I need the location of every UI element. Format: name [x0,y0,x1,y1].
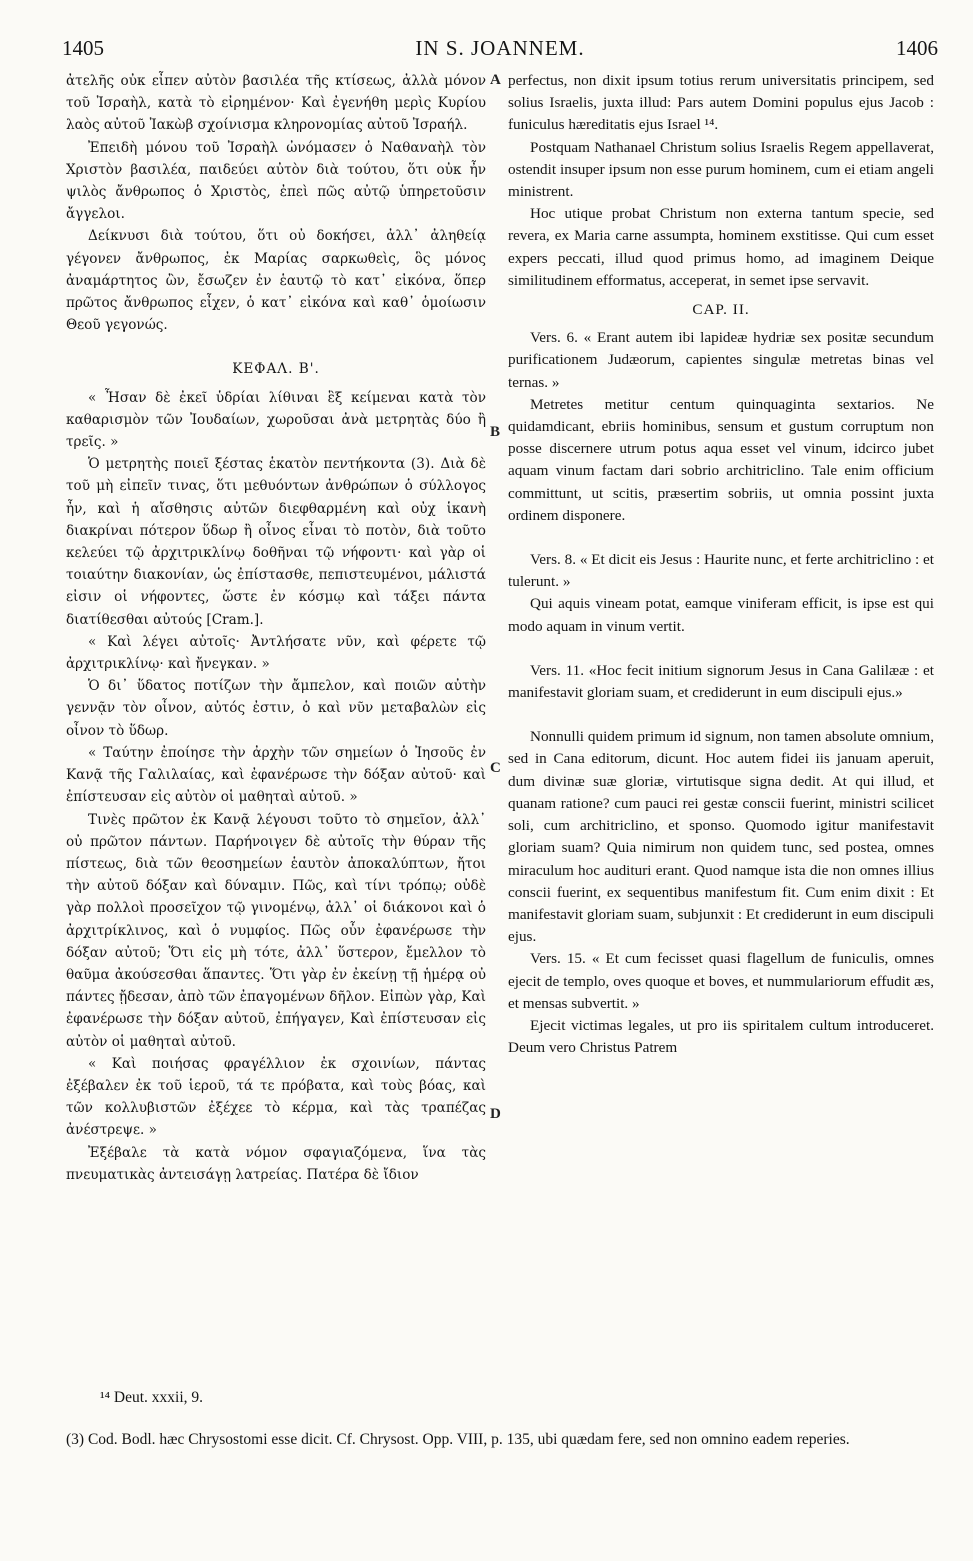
latin-paragraph: Qui aquis vineam potat, eamque viniferam efficit, is ipse est qui modo aquam in vinum vertit. [508,595,934,635]
greek-paragraph: « Καὶ λέγει αὐτοῖς· Ἀντλήσατε νῦν, καὶ φέρετε τῷ ἀρχιτρικλίνῳ· καὶ ἤνεγκαν. » [66,633,486,673]
latin-paragraph: Metretes metitur centum quinquaginta sextarios. Ne quidamdicant, ebriis hominibus, sensum et gustum corruptum non posse discernere utrum potus aqua esset vel vinum, idcirco jubet aquam vinum factam dari sobrio architriclino. Tale enim officium committunt, ut scitis, præsertim sobriis, ut omnia possint juxta ordinem disponere. [508,395,934,524]
greek-paragraph: Ὁ μετρητὴς ποιεῖ ξέστας ἑκατὸν πεντήκοντα (3). Διὰ δὲ τοῦ μὴ εἰπεῖν τινας, ὅτι μεθυόντων ἀνθρώπων ὁ σύλλογος ἦν, καὶ ἡ αἴσθησις αὐτῶν διεφθαρμένη καὶ οὐχ ἱκανὴ διακρίναι πότερον ὕδωρ ἢ οἶνος εἶναι τὸ ποτὸν, διὰ τοῦτο κελεύει τῷ ἀρχιτρικλίνῳ δοθῆναι τῷ νήφοντι· καὶ γὰρ οἱ τοιαύτην διακονίαν, ὡς ἐπίστασθε, πεπιστευμένοι, μάλιστά εἰσιν οἱ νήφοντες, ὥστε ἐν κόσμῳ καὶ τάξει πάντα διατίθεσθαι αὐτούς [Cram.]. [66,456,486,628]
latin-chapter-heading: CAP. II. [692,301,750,319]
greek-paragraph: Δείκνυσι διὰ τούτου, ὅτι οὐ δοκήσει, ἀλλ᾽ ἀληθείᾳ γέγονεν ἄνθρωπος, ἐκ Μαρίας σαρκωθεὶς, ὃς μόνος ἀναμάρτητος ὢν, ἔσωζεν ἐν ἑαυτῷ τὸ κατ᾽ εἰκόνα, ὅπερ πρῶτος ἄνθρωπος εἶχεν, ὁ κατ᾽ εἰκόνα καὶ καθ᾽ ὁμοίωσιν Θεοῦ γεγονώς. [66,228,486,334]
greek-column [66,70,486,1186]
footnote-scripture: ¹⁴ Deut. xxxii, 9. [100,1389,204,1406]
latin-paragraph: Vers. 11. «Hoc fecit initium signorum Jesus in Cana Galilææ : et manifestavit gloriam suam, et crediderunt in eum discipuli ejus.» [508,661,934,702]
greek-paragraph: Ἐξέβαλε τὰ κατὰ νόμον σφαγιαζόμενα, ἵνα τὰς πνευματικὰς ἀντεισάγῃ λατρείας. Πατέρα δὲ ἴδιον [66,1144,486,1183]
footnote-editorial: (3) Cod. Bodl. hæc Chrysostomi esse dicit. Cf. Chrysost. Opp. VIII, p. 135, ubi quædam fere, sed non omnino eadem reperies. [66,1431,850,1448]
latin-paragraph: Hoc utique probat Christum non externa tantum specie, sed revera, ex Maria carne assumpta, hominem exstitisse. Qui cum esset expers peccati, illud quod primus homo, ad imaginem Deique similitudinem efformatus, acceperat, in semet ipse servavit. [508,205,934,289]
margin-marker-d: D [490,1106,501,1122]
greek-chapter-heading: ΚΕΦΑΛ. Β'. [232,361,320,378]
latin-column [508,70,934,1059]
latin-paragraph: Vers. 6. « Erant autem ibi lapideæ hydriæ sex positæ secundum purificationem Judæorum, capientes singulæ metretas binas vel ternas. » [508,329,934,391]
page-number-left: 1405 [62,36,104,60]
greek-paragraph: Ἐπειδὴ μόνου τοῦ Ἰσραὴλ ὠνόμασεν ὁ Ναθαναὴλ τὸν Χριστὸν βασιλέα, παιδεύει αὐτὸν διὰ τούτου, ὅτι οὐκ ἦν ψιλὸς ἄνθρωπος ὁ Χριστὸς, ἐπεὶ πῶς αὐτῷ ὑπηρετοῦσιν ἄγγελοι. [66,139,486,223]
latin-paragraph: Ejecit victimas legales, ut pro iis spiritalem cultum introduceret. Deum vero Christus Patrem [508,1016,934,1057]
greek-paragraph: « Καὶ ποιήσας φραγέλλιον ἐκ σχοινίων, πάντας ἐξέβαλεν ἐκ τοῦ ἱεροῦ, τά τε πρόβατα, καὶ τοὺς βόας, καὶ τῶν κολλυβιστῶν ἐξέχεε τὸ κέρμα, καὶ τὰς τραπέζας ἀνέστρεψε. » [66,1055,486,1139]
page-header [62,36,938,66]
latin-paragraph: Nonnulli quidem primum id signum, non tamen absolute omnium, sed in Cana editorum, dicunt. Hoc autem fidei iis januam aperuit, dum divinæ suæ gloriæ, virtutisque signa dedit. At qui illud, et quanam ratione? cum pauci rei gestæ conscii fuerint, ministri scilicet soli, cum architriclino, et sponso. Quomodo igitur manifestavit gloriam suam? Quia nimirum non quidem tunc, sed postea, omnes miraculum hoc audituri erant. Quod namque ista die non omnes illius conscii fuerint, ex sequentibus manifestum fit. Cum enim dixit : Et manifestavit gloriam suam, subjunxit : Et crediderunt in eum discipuli ejus. [508,728,935,946]
page-number-right: 1406 [896,36,938,60]
latin-paragraph: Vers. 15. « Et cum fecisset quasi flagellum de funiculis, omnes ejecit de templo, oves quoque et boves, et nummulariorum effudit æs, et mensas subvertit. » [508,950,934,1012]
latin-paragraph: Vers. 8. « Et dicit eis Jesus : Haurite nunc, et ferte architriclino : et tulerunt. » [508,551,934,591]
margin-marker-b: B [490,424,501,440]
greek-paragraph: ἀτελῆς οὐκ εἶπεν αὐτὸν βασιλέα τῆς κτίσεως, ἀλλὰ μόνον τοῦ Ἰσραὴλ, κατὰ τὸ εἰρημένον· Καὶ ἐγενήθη μερὶς Κυρίου λαὸς αὐτοῦ Ἰακὼβ σχοίνισμα κληρονομίας αὐτοῦ Ἰσραήλ. [66,73,486,134]
margin-marker-c: C [490,760,501,776]
latin-paragraph: Postquam Nathanael Christum solius Israelis Regem appellaverat, ostendit insuper ipsum non esse purum hominem, cum ei etiam angeli ministrent. [508,138,934,201]
greek-paragraph: Τινὲς πρῶτον ἐκ Κανᾷ λέγουσι τοῦτο τὸ σημεῖον, ἀλλ᾽ οὐ πρῶτον πάντων. Παρήνοιγεν δὲ αὐτοῖς τὴν θύραν τῆς πίστεως, διὰ τῶν θεοσημείων ἑαυτὸν ἀποκαλύπτων, ἤτοι τὴν αὐτοῦ δόξαν καὶ δύναμιν. Πῶς, καὶ τίνι τρόπῳ; οὐδὲ γὰρ πολλοὶ προσεῖχον τῷ γινομένῳ, ἀλλ᾽ οἱ διάκονοι καὶ ὁ ἀρχιτρίκλινος, καὶ ὁ νυμφίος. Πῶς οὖν ἐφανέρωσε τὴν δόξαν αὐτοῦ; Ὅτι εἰς μὴ τότε, ἀλλ᾽ ὕστερον, ἔμελλον τὸ θαῦμα ἀκούσεσθαι ἅπαντες. Ὅτι γὰρ ἐν ἐκείνῃ τῇ ἡμέρᾳ οὐ πάντες ᾔδεσαν, ἀπὸ τῶν ἐπαγομένων δῆλον. Εἰπὼν γὰρ, Καὶ ἐφανέρωσε τὴν δόξαν αὐτοῦ, ἐπήγαγεν, Καὶ ἐπίστευσαν εἰς αὐτὸν οἱ μαθηταὶ αὐτοῦ. [66,811,486,1050]
greek-paragraph: « Ἦσαν δὲ ἐκεῖ ὑδρίαι λίθιναι ἓξ κείμεναι κατὰ τὸν καθαρισμὸν τῶν Ἰουδαίων, χωροῦσαι ἀνὰ μετρητὰς δύο ἢ τρεῖς. » [66,389,486,451]
greek-paragraph: Ὁ δι᾽ ὕδατος ποτίζων τὴν ἄμπελον, καὶ ποιῶν αὐτὴν γεννᾷν τὸν οἶνον, αὐτός ἐστιν, ὁ καὶ νῦν μεταβαλὼν εἰς οἶνον τὸ ὕδωρ. [66,678,486,739]
margin-marker-a: A [490,72,501,88]
running-title: IN S. JOANNEM. [415,36,585,60]
greek-paragraph: « Ταύτην ἐποίησε τὴν ἀρχὴν τῶν σημείων ὁ Ἰησοῦς ἐν Κανᾷ τῆς Γαλιλαίας, καὶ ἐφανέρωσε τὴν δόξαν αὐτοῦ· καὶ ἐπίστευσαν εἰς αὐτὸν οἱ μαθηταὶ αὐτοῦ. » [66,744,486,806]
latin-paragraph: perfectus, non dixit ipsum totius rerum universitatis principem, sed solius Israelis, juxta illud: Pars autem Domini populus ejus Jacob : funiculus hæreditatis ejus Israel ¹⁴. [508,72,934,134]
